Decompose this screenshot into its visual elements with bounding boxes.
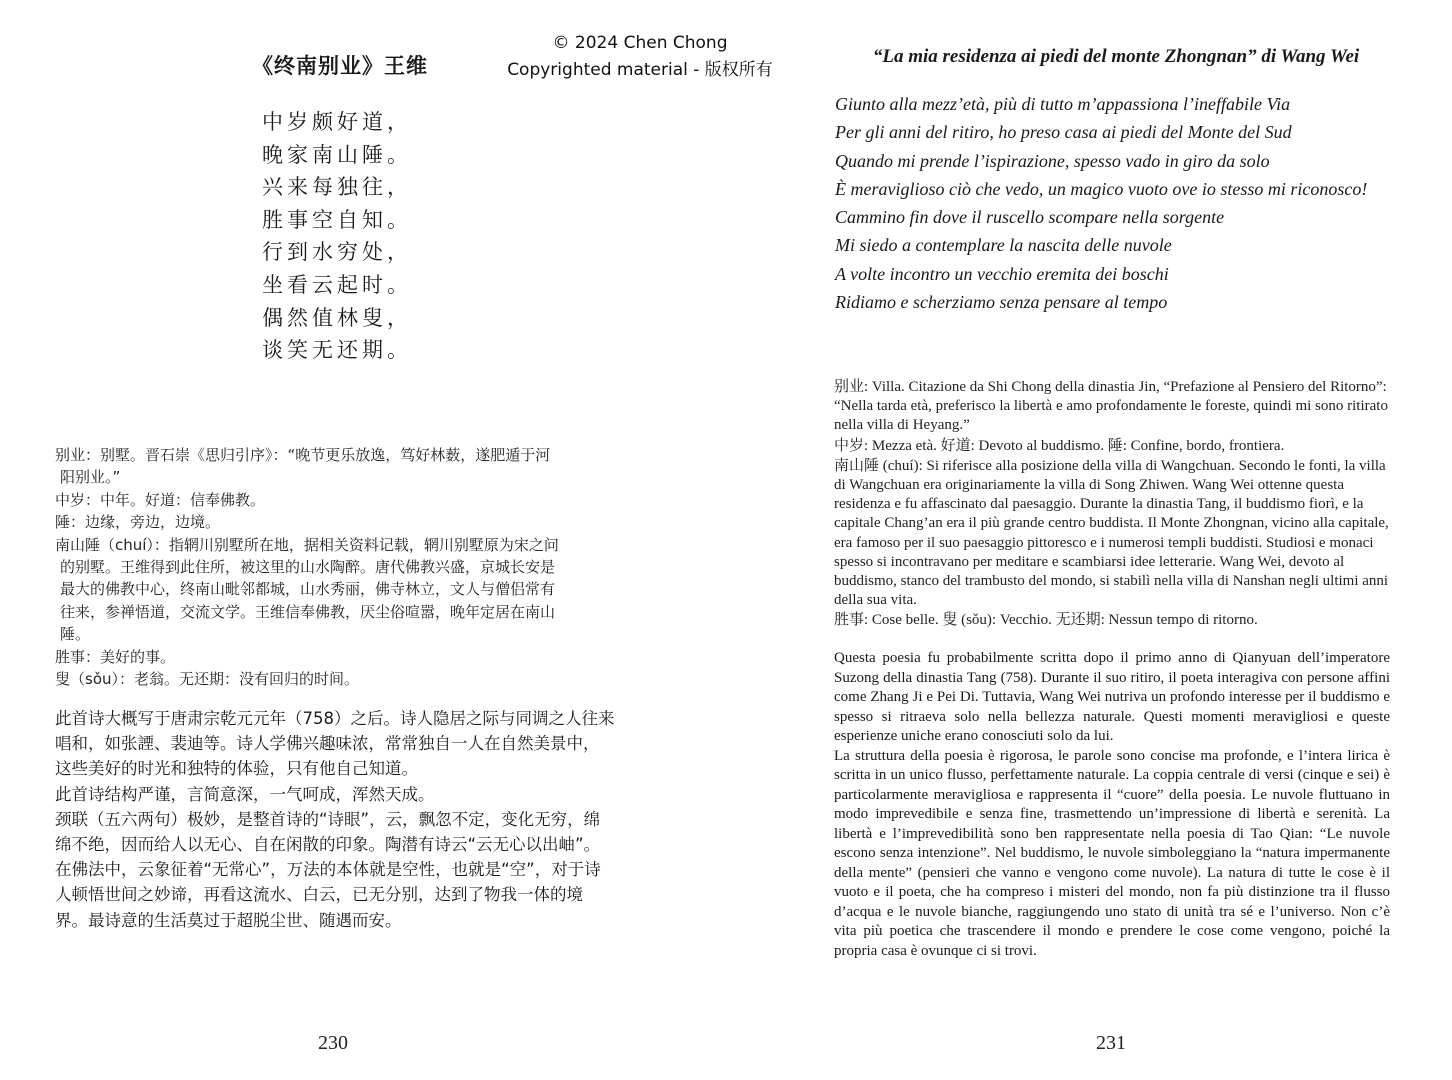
copyright-line-2: Copyrighted material - 版权所有: [507, 60, 773, 80]
note-line: 最大的佛教中心，终南山毗邻都城，山水秀丽，佛寺林立，文人与僧侣常有: [60, 580, 556, 599]
poem-line: 坐看云起时。: [262, 272, 412, 297]
italian-notes: [834, 378, 1394, 632]
note-line: 往来，参禅悟道，交流文学。王维信奉佛教，厌尘俗喧嚣，晚年定居在南山: [60, 602, 556, 621]
poem-line: 中岁颇好道，: [262, 110, 412, 134]
note-entry: 中岁: Mezza età. 好道: Devoto al buddismo. 陲: Confine, bordo, frontiera.: [834, 437, 1285, 454]
note-line: 陲。: [60, 625, 91, 644]
poem-line: A volte incontro un vecchio eremita dei boschi: [835, 263, 1169, 284]
note-line: 南山陲（chuí）：指辋川别墅所在地，据相关资料记载，辋川别墅原为宋之问: [55, 535, 559, 554]
note-line: 胜事：美好的事。: [55, 647, 176, 666]
note-line: 中岁：中年。好道：信奉佛教。: [55, 490, 266, 509]
poem-line: Quando mi prende l’ispirazione, spesso vado in giro da solo: [835, 150, 1270, 171]
poem-line: È meraviglioso ciò che vedo, un magico vuoto ove io stesso mi riconosco!: [835, 178, 1368, 199]
note-line: 阳别业。”: [60, 468, 121, 487]
chinese-poem: [262, 106, 412, 367]
chinese-commentary: [55, 706, 615, 933]
note-entry: 胜事: Cose belle. 叟 (sǒu): Vecchio. 无还期: Nessun tempo di ritorno.: [834, 612, 1258, 629]
commentary-paragraph: Questa poesia fu probabilmente scritta dopo il primo anno di Qianyuan dell’imperatore Suzong della dinastia Tang (758). Durante il suo ritiro, il poeta interagiva con persone affini come Zhang Ji e Pei Di. Tuttavia, Wang Wei nutriva un profondo interesse per il buddismo e spesso si ritraeva solo nella bellezza naturale. Questi momenti meravigliosi e queste esperienze uniche erano conosciuti solo da lui.: [834, 650, 1390, 744]
poem-line: 晚家南山陲。: [262, 142, 412, 167]
poem-line: Mi siedo a contemplare la nascita delle nuvole: [835, 235, 1172, 256]
italian-poem-title: “La mia residenza ai piedi del monte Zhongnan” di Wang Wei: [872, 46, 1360, 67]
note-entry: 别业: Villa. Citazione da Shi Chong della dinastia Jin, “Prefazione al Pensiero del Ritorno”: “Nella tarda età, preferisco la libertà e amo profondamente le foreste, quindi mi sono ritirato nella villa di Heyang.”: [834, 379, 1388, 434]
note-line: 别业：别墅。晋石崇《思归引序》：“晚节更乐放逸，笃好林薮，遂肥遁于河: [55, 446, 551, 464]
commentary-paragraph: 此首诗结构严谨，言简意深，一气呵成，浑然天成。: [55, 784, 435, 804]
commentary-paragraph: La struttura della poesia è rigorosa, le parole sono concise ma profonde, e l’intera lirica è scritta in un unico flusso, perfettamente naturale. La coppia centrale di versi (cinque e sei) è particolarmente meravigliosa e rappresenta il “cuore” della poesia. Le nuvole fluttuano in modo imprevedibile e senza fine, trasmettendo un’impressione di libertà e serenità. La libertà e l’imprevedibilità sono ben rappresentate nella poesia di Tao Qian: “Le nuvole escono senza intenzione”. Nel buddismo, le nuvole simboleggiano la “natura impermanente della mente” (pensieri che vanno e vengono come nuvole). La natura di tutte le cose è il vuoto e il poeta, che ha compreso i misteri del mondo, non fa più distinzione tra il flusso d’acqua e le nuvole bianche, raggiungendo uno stato di unità tra sé e l’universo. Non c’è vita più poetica che trascendere il mondo e prendere le cose come vengono, poiché la propria casa è ovunque ci si trovi.: [834, 747, 1390, 959]
commentary-paragraph: 颈联（五六两句）极妙，是整首诗的“诗眼”，云，飘忽不定，变化无穷，绵绵不绝，因而给人以无心、自在闲散的印象。陶潜有诗云“云无心以出岫”。在佛法中，云象征着“无常心”，万法的本体就是空性，也就是“空”，对于诗人顿悟世间之妙谛，再看这流水、白云，已无分别，达到了物我一体的境界。最诗意的生活莫过于超脱尘世、随遇而安。: [55, 809, 601, 930]
copyright-notice: [440, 30, 840, 84]
italian-commentary: [834, 649, 1390, 961]
poem-line: 胜事空自知。: [262, 207, 412, 232]
chinese-poem-title: 《终南别业》王维: [252, 53, 428, 78]
poem-line: Ridiamo e scherziamo senza pensare al tempo: [835, 292, 1168, 313]
poem-line: 谈笑无还期。: [262, 338, 412, 363]
poem-line: 偶然值林叟，: [262, 305, 412, 330]
copyright-line-1: © 2024 Chen Chong: [552, 33, 728, 53]
note-line: 叟（sǒu）：老翁。无还期：没有回归的时间。: [55, 670, 360, 689]
note-line: 陲：边缘，旁边，边境。: [55, 513, 221, 532]
commentary-paragraph: 此首诗大概写于唐肃宗乾元元年（758）之后。诗人隐居之际与同调之人往来唱和，如张諲、裴迪等。诗人学佛兴趣味浓，常常独自一人在自然美景中，这些美好的时光和独特的体验，只有他自己知道。: [55, 709, 615, 779]
poem-line: 行到水穷处，: [262, 240, 412, 265]
page-number: 231: [1096, 1032, 1126, 1054]
page-number: 230: [318, 1032, 348, 1054]
note-entry: 南山陲 (chuí): Si riferisce alla posizione della villa di Wangchuan. Secondo le fonti, la villa di Wangchuan era originariamente la villa di Song Zhiwen. Wang Wei ottenne questa residenza e fu affascinato dal paesaggio. Durante la dinastia Tang, il buddismo fiorì, e la capitale Chang’an era il più grande centro buddista. Il Monte Zhongnan, vicino alla capitale, era famoso per il suo paesaggio pittoresco e i numerosi templi buddisti. Studiosi e monaci spesso si incontravano per meditare e scambiarsi idee letterarie. Wang Wei, devoto al buddismo, stanco del trambusto del mondo, si stabilì nella villa di Nanshan negli ultimi anni della sua vita.: [834, 457, 1389, 609]
chinese-notes: [55, 444, 625, 690]
poem-line: Giunto alla mezz’età, più di tutto m’appassiona l’ineffabile Via: [835, 94, 1291, 114]
poem-line: Per gli anni del ritiro, ho preso casa ai piedi del Monte del Sud: [835, 122, 1292, 143]
italian-poem: [835, 90, 1367, 316]
poem-line: 兴来每独往，: [262, 175, 412, 200]
right-page: [726, 0, 1452, 1080]
poem-line: Cammino fin dove il ruscello scompare nella sorgente: [835, 207, 1225, 228]
note-line: 的别墅。王维得到此住所，被这里的山水陶醉。唐代佛教兴盛，京城长安是: [60, 558, 556, 577]
